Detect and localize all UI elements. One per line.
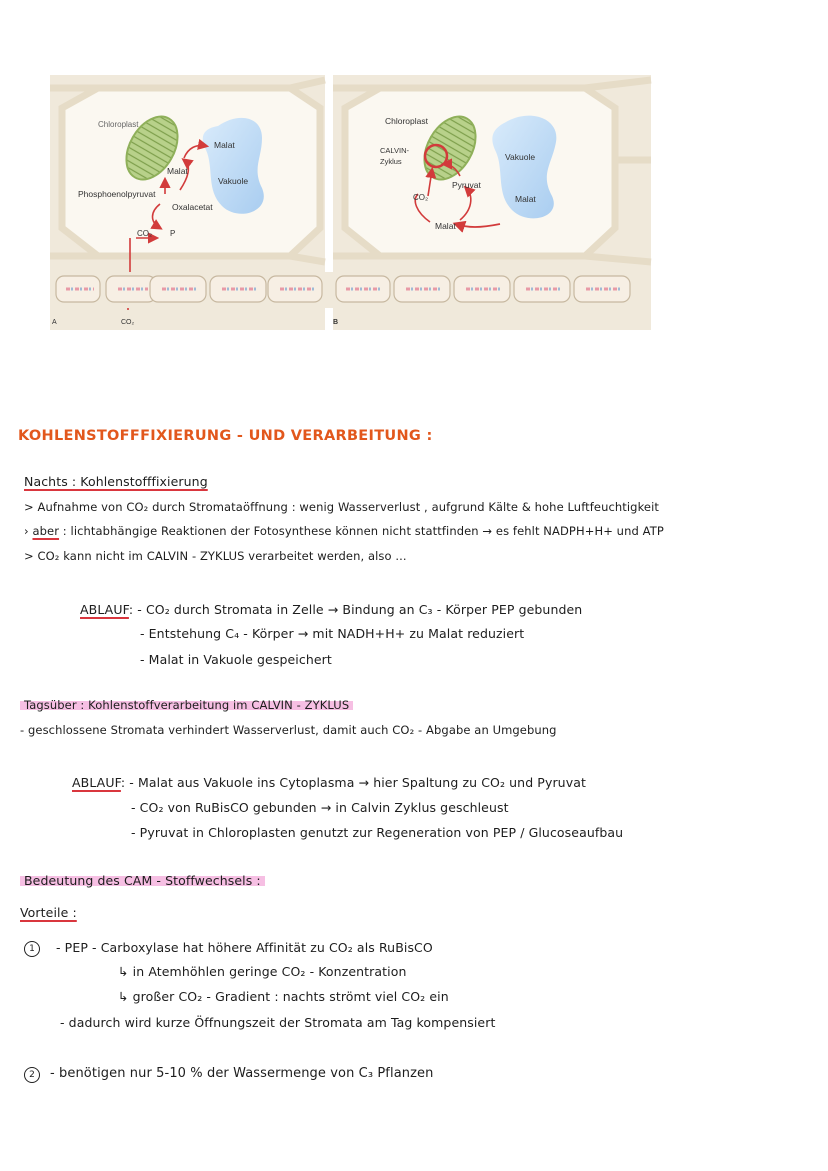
co2-label-b: CO₂ — [413, 193, 429, 202]
co2-label-a: CO₂ — [137, 229, 153, 238]
page-heading: KOHLENSTOFFFIXIERUNG - UND VERARBEITUNG : — [18, 428, 433, 444]
malat-label-bottom-b: Malat — [435, 221, 456, 231]
item-1-line-3: ↳ großer CO₂ - Gradient : nachts strömt viel CO₂ ein — [118, 989, 449, 1004]
malat-label-a-top: Malat — [214, 140, 235, 150]
night-line-2-text: : lichtabhängige Reaktionen der Fotosynthese können nicht stattfinden → es fehlt NADPH+H+ und ATP — [62, 524, 664, 538]
night-title — [24, 474, 208, 489]
chloroplast-label-a: Chloroplast — [98, 120, 139, 129]
night-ablauf-2: - Entstehung C₄ - Körper → mit NADH+H+ zu Malat reduziert — [140, 626, 525, 641]
night-line-1: > Aufnahme von CO₂ durch Stromataöffnung : wenig Wasserverlust , aufgrund Kälte & hohe Luftfeuchtigkeit — [24, 500, 660, 514]
panel-b-letter: B — [333, 319, 339, 326]
pyruvat-label: Pyruvat — [452, 180, 481, 190]
day-line: - geschlossene Stromata verhindert Wasserverlust, damit auch CO₂ - Abgabe an Umgebung — [20, 723, 557, 737]
vorteile-text: Vorteile : — [20, 905, 77, 920]
night-ablauf-1 — [80, 602, 582, 617]
pep-label: Phosphoenolpyruvat — [78, 189, 156, 199]
day-ablauf-2: - CO₂ von RuBisCO gebunden → in Calvin Zyklus geschleust — [131, 800, 509, 815]
vorteile-label — [20, 905, 77, 920]
vakuole-label-b: Vakuole — [505, 152, 536, 162]
item-2-number: 2 — [24, 1067, 40, 1083]
night-line-3: > CO₂ kann nicht im CALVIN - ZYKLUS verarbeitet werden, also ... — [24, 549, 407, 563]
night-ablauf-3: - Malat in Vakuole gespeichert — [140, 652, 332, 667]
significance-title — [20, 873, 265, 888]
significance-title-text: Bedeutung des CAM - Stoffwechsels : — [20, 873, 265, 888]
chloroplast-label-b: Chloroplast — [385, 116, 428, 126]
aber-label: aber — [32, 524, 60, 538]
night-ablauf-label: ABLAUF — [80, 602, 129, 617]
calvin-label-1: CALVIN- — [380, 146, 410, 155]
night-title-text: Nachts : Kohlenstofffixierung — [24, 474, 208, 489]
calvin-label-2: Zyklus — [380, 157, 402, 166]
day-ablauf-label: ABLAUF — [72, 775, 121, 790]
panel-b-cell — [333, 80, 651, 262]
co2-bottom-label: CO₂ — [121, 319, 135, 326]
day-title-text: Tagsüber : Kohlenstoffverarbeitung im CALVIN - ZYKLUS — [20, 698, 353, 712]
epidermis-row — [50, 272, 651, 308]
vakuole-label-a: Vakuole — [218, 176, 249, 186]
p-label-a: P — [170, 229, 176, 238]
oxalacetat-label: Oxalacetat — [172, 202, 213, 212]
night-line-2: › aber : lichtabhängige Reaktionen der Fotosynthese können nicht stattfinden → es fehlt NADPH+H+ und ATP — [24, 524, 664, 538]
cam-figure — [0, 0, 828, 340]
night-ablauf-1-text: : - CO₂ durch Stromata in Zelle → Bindung an C₃ - Körper PEP gebunden — [128, 602, 583, 617]
panel-a-letter: A — [52, 319, 57, 326]
item-1-line-1: - PEP - Carboxylase hat höhere Affinität zu CO₂ als RuBisCO — [56, 940, 433, 955]
item-2-line: - benötigen nur 5-10 % der Wassermenge von C₃ Pflanzen — [50, 1066, 434, 1081]
item-1-number: 1 — [24, 941, 40, 957]
malat-label-vacuole-b: Malat — [515, 194, 536, 204]
item-1-line-4: - dadurch wird kurze Öffnungszeit der Stromata am Tag kompensiert — [60, 1015, 496, 1030]
day-ablauf-3: - Pyruvat in Chloroplasten genutzt zur Regeneration von PEP / Glucoseaufbau — [131, 825, 624, 840]
day-title — [20, 698, 353, 712]
item-1-line-2: ↳ in Atemhöhlen geringe CO₂ - Konzentration — [118, 964, 407, 979]
day-ablauf-1 — [72, 775, 586, 790]
day-ablauf-1-text: : - Malat aus Vakuole ins Cytoplasma → hier Spaltung zu CO₂ und Pyruvat — [120, 775, 586, 790]
malat-label-a-mid: Malat — [167, 166, 188, 176]
